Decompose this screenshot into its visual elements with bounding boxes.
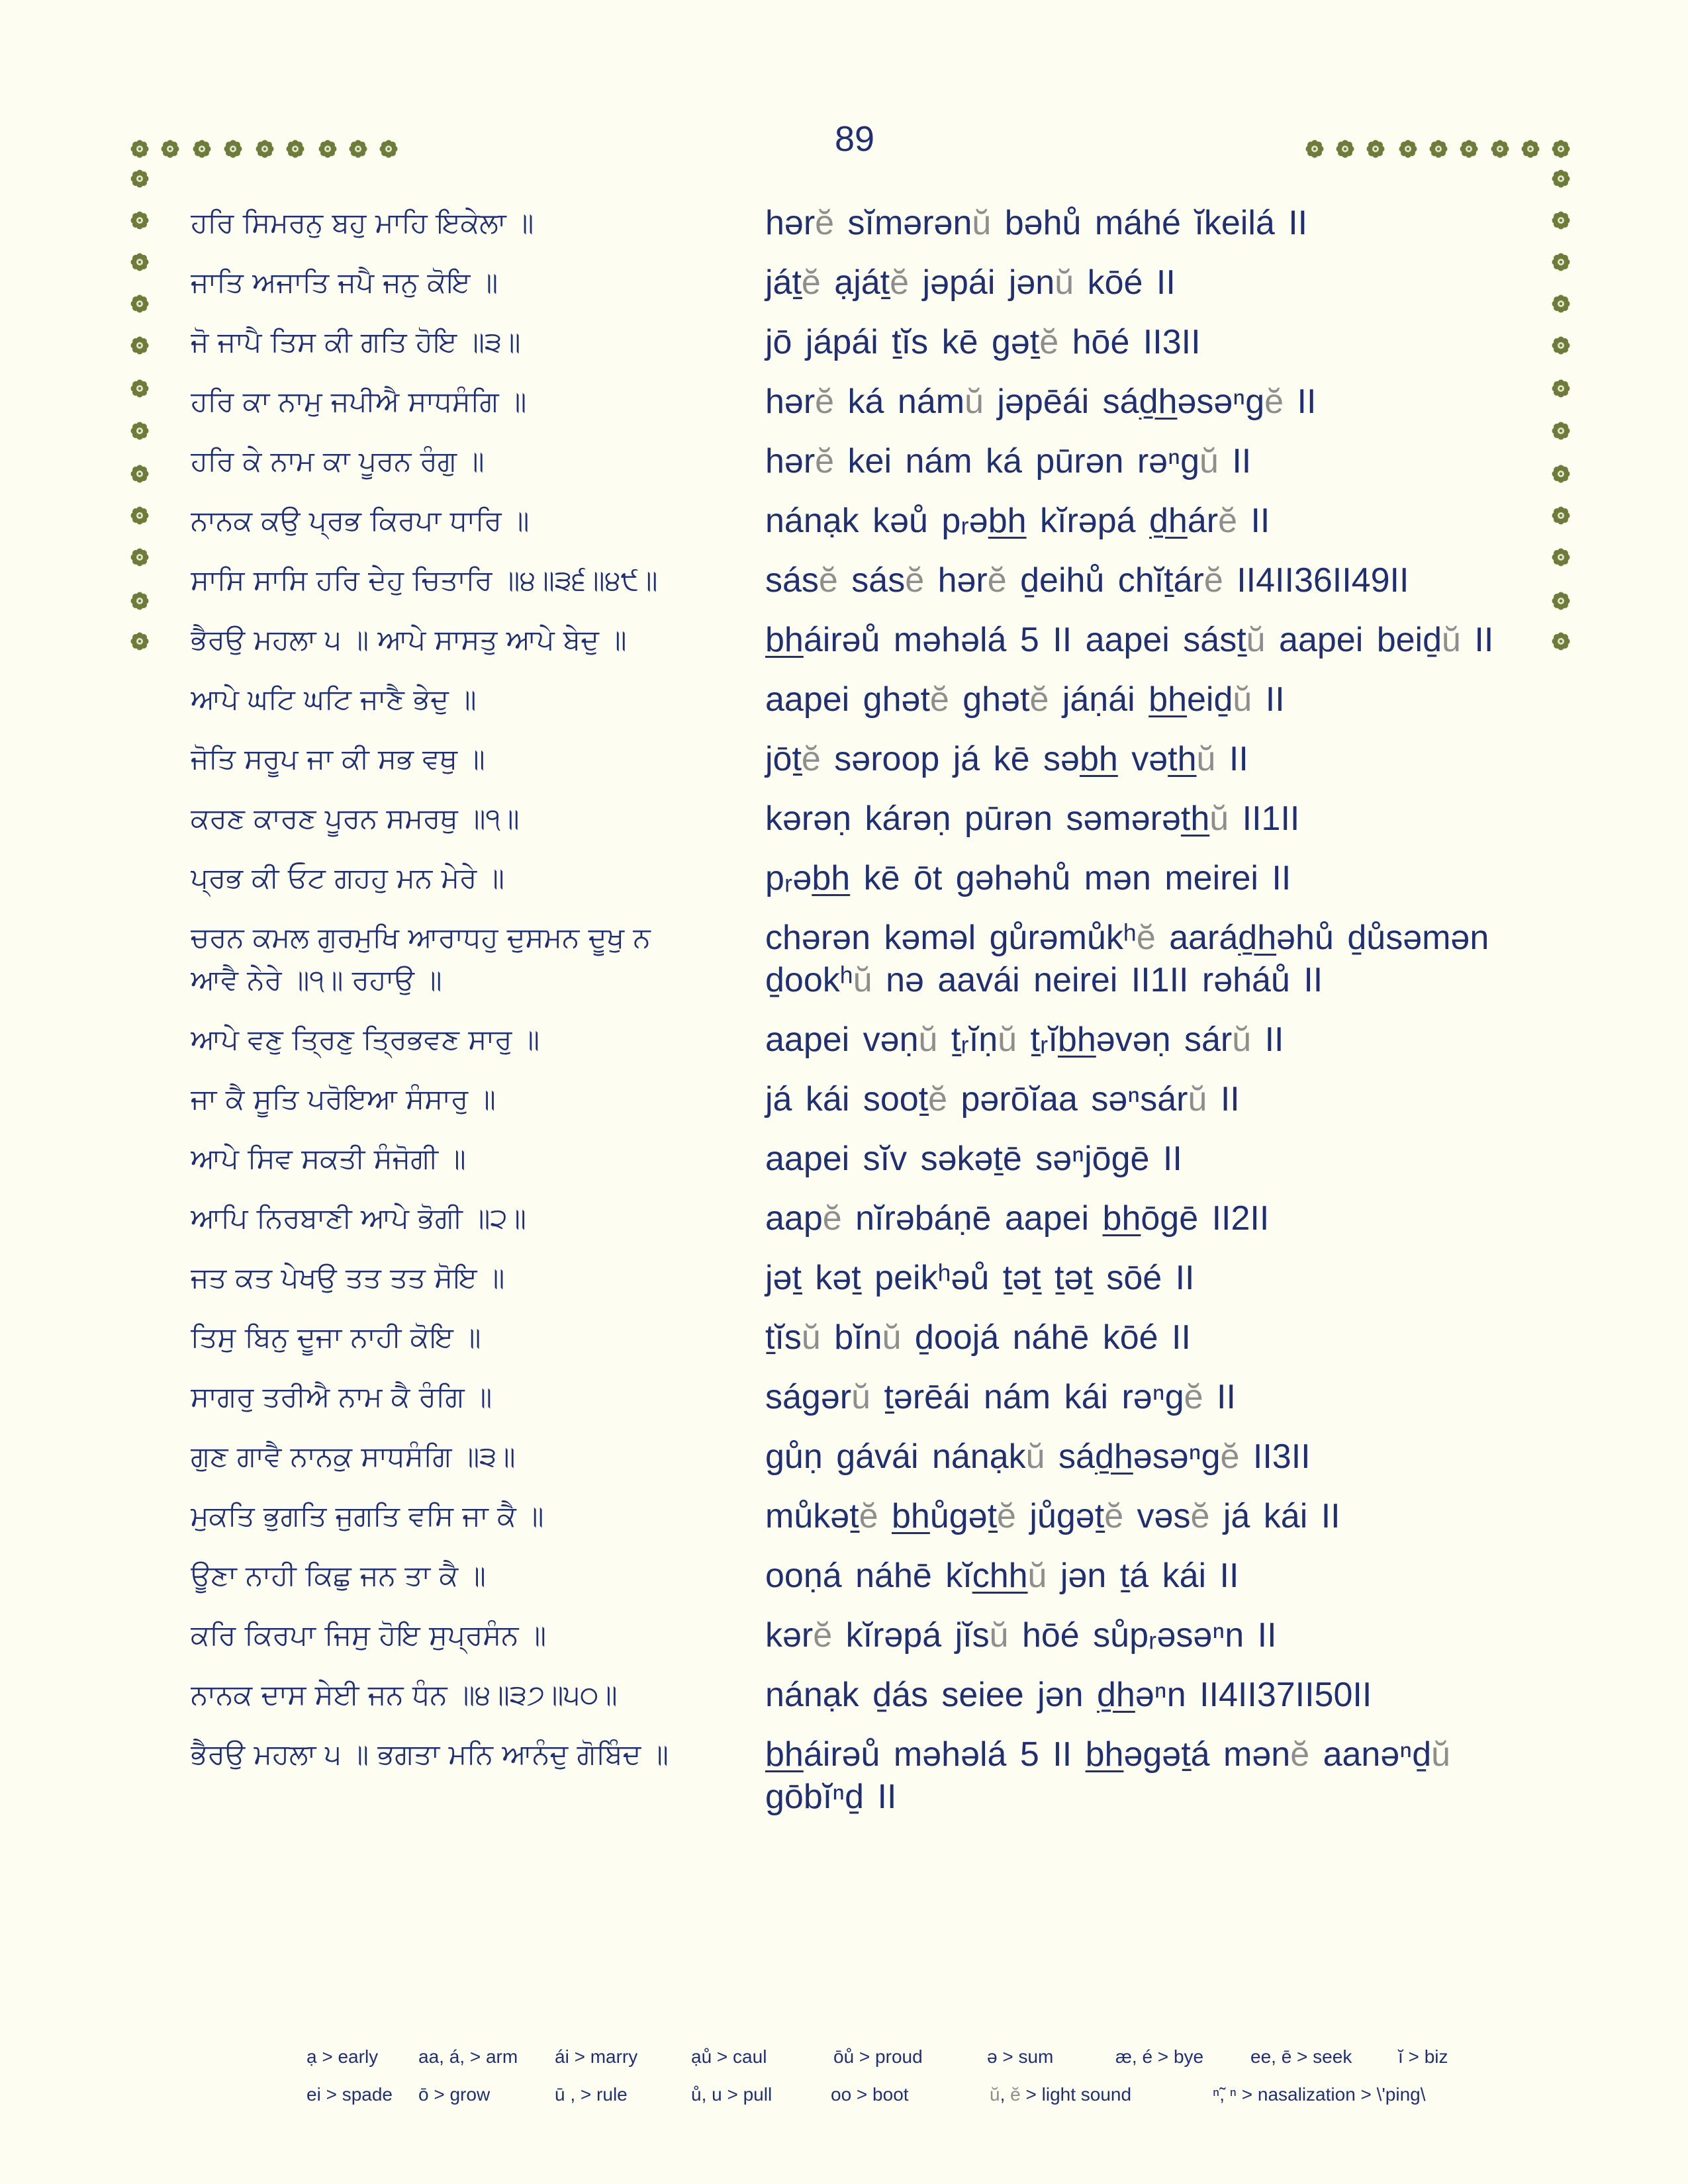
- transliteration-row: jōṯĕ səroop já kē səbh vəthŭ II: [765, 740, 1248, 778]
- verse-list: [0, 193, 1688, 1827]
- light-sound-mark: ĕ: [815, 442, 835, 480]
- transliteration-row: aapei sĭv səkəṯē səⁿjōgē II: [765, 1140, 1182, 1178]
- legend-item: ạů > caul: [691, 2046, 767, 2067]
- transliteration-text: [765, 1435, 1546, 1478]
- flower-ornament-icon: [1305, 139, 1325, 159]
- transliteration-row: gōbĭⁿḏ II: [765, 1778, 897, 1816]
- legend-item: ů, u > pull: [691, 2084, 773, 2105]
- light-sound-mark: ĕ: [1264, 383, 1284, 421]
- light-sound-mark: ŭ: [1431, 1735, 1451, 1774]
- transliteration-text: [765, 619, 1546, 661]
- light-sound-mark: ĕ: [815, 204, 835, 242]
- aspirate-mark: ḏh: [1094, 1437, 1133, 1476]
- transliteration-text: [765, 1376, 1546, 1418]
- transliteration-row: gůṇ gávái nánạkŭ sáḏhəsəⁿgĕ II3II: [765, 1437, 1311, 1476]
- light-sound-mark: ŭ: [1209, 799, 1229, 838]
- aspirate-mark: ḏh: [1238, 919, 1277, 957]
- gurmukhi-text: [191, 1376, 747, 1418]
- light-sound-mark: ĕ: [1203, 561, 1223, 600]
- light-sound-mark: ĕ: [1029, 680, 1049, 719]
- aspirate-mark: th: [1168, 740, 1197, 778]
- gurmukhi-row: ਤਿਸੁ ਬਿਨੁ ਦੂਜਾ ਨਾਹੀ ਕੋਇ ॥: [191, 1321, 481, 1353]
- light-sound-mark: ŭ: [998, 1021, 1017, 1059]
- legend-item: ei > spade: [306, 2084, 393, 2105]
- flower-ornament-icon: [1398, 139, 1418, 159]
- light-sound-mark: ŭ: [1025, 1437, 1045, 1476]
- transliteration-row: bháirəů məhəlá 5 II aapei sásṯŭ aapei beiḏŭ II: [765, 621, 1494, 659]
- gurmukhi-row: ਊਣਾ ਨਾਹੀ ਕਿਛੁ ਜਨ ਤਾ ਕੈ ॥: [191, 1559, 486, 1592]
- transliteration-row: já kái sooṯĕ pərōĭaa səⁿsárŭ II: [765, 1080, 1240, 1118]
- transliteration-row: sásĕ sásĕ hərĕ ḏeihů chĭṯárĕ II4II36II49II: [765, 561, 1409, 600]
- flower-ornament-icon: [1551, 139, 1571, 159]
- flower-ornament-icon: [318, 139, 338, 159]
- flower-ornament-icon: [223, 139, 243, 159]
- verse-line: [0, 1725, 1688, 1827]
- verse-line: [0, 1665, 1688, 1725]
- light-sound-mark: ŭ: [1442, 621, 1461, 659]
- light-sound-mark: ŭ: [853, 961, 872, 999]
- verse-line: [0, 1367, 1688, 1427]
- verse-line: [0, 789, 1688, 848]
- verse-line: [0, 1308, 1688, 1367]
- gurmukhi-row: ਆਪੇ ਵਣੁ ਤ੍ਰਿਣੁ ਤ੍ਰਿਭਵਣ ਸਾਰੁ ॥: [191, 1023, 540, 1056]
- transliteration-text: [765, 261, 1546, 304]
- light-sound-mark: ŭ: [882, 1318, 902, 1357]
- transliteration-text: [765, 202, 1546, 244]
- transliteration-row: ságərŭ ṯərēái nám kái rəⁿgĕ II: [765, 1378, 1236, 1416]
- legend-item: æ, é > bye: [1115, 2046, 1204, 2067]
- gurmukhi-text: [191, 619, 747, 661]
- legend-item: ạ > early: [306, 2046, 379, 2067]
- gurmukhi-row: ਆਪੇ ਸਿਵ ਸਕਤੀ ਸੰਜੋਗੀ ॥: [191, 1142, 466, 1175]
- gurmukhi-row: ਆਪਿ ਨਿਰਬਾਣੀ ਆਪੇ ਭੋਗੀ ॥੨॥: [191, 1202, 526, 1234]
- legend-item: ŭ, ĕ > light sound: [990, 2084, 1132, 2105]
- aspirate-mark: bh: [891, 1497, 930, 1535]
- light-sound-mark: ĕ: [1218, 502, 1238, 540]
- transliteration-row: jō jápái ṯĭs kē gəṯĕ hōé II3II: [765, 323, 1201, 361]
- gurmukhi-text: [191, 500, 747, 542]
- transliteration-row: hərĕ ká námŭ jəpēái sáḏhəsəⁿgĕ II: [765, 383, 1317, 421]
- gurmukhi-row: ਭੈਰਉ ਮਹਲਾ ੫ ॥ ਭਗਤਾ ਮਨਿ ਆਨੰਦੁ ਗੋਬਿੰਦ ॥: [191, 1738, 669, 1770]
- gurmukhi-text: [191, 797, 747, 840]
- gurmukhi-row: ਹਰਿ ਕੇ ਨਾਮ ਕਾ ਪੂਰਨ ਰੰਗੁ ॥: [191, 445, 485, 477]
- gurmukhi-row: ਹਰਿ ਕਾ ਨਾਮੁ ਜਪੀਐ ਸਾਧਸੰਗਿ ॥: [191, 385, 527, 418]
- verse-line: [0, 1546, 1688, 1606]
- light-sound-mark: ĕ: [1136, 919, 1156, 957]
- aspirate-mark: th: [1180, 799, 1210, 838]
- transliteration-text: [765, 738, 1546, 780]
- legend-item: ə > sum: [987, 2046, 1054, 2067]
- flower-ornament-icon: [1429, 139, 1448, 159]
- transliteration-row: ḏookʰŭ nə aavái neirei II1II rəháů II: [765, 961, 1323, 999]
- verse-line: [0, 1189, 1688, 1248]
- aspirate-mark: bh: [1057, 1021, 1096, 1059]
- transliteration-text: [765, 1138, 1546, 1180]
- gurmukhi-text: [191, 1733, 747, 1776]
- transliteration-row: chərən kəməl gůrəmůkʰĕ aaráḏhəhů ḏůsəmən: [765, 919, 1489, 957]
- transliteration-row: aapei vəṇŭ ṯᵣĭṇŭ ṯᵣĭbhəvəṇ sárŭ II: [765, 1021, 1284, 1059]
- aspirate-mark: bh: [765, 1735, 804, 1774]
- gurmukhi-row: ਹਰਿ ਸਿਮਰਨੁ ਬਹੁ ਮਾਹਿ ਇਕੇਲਾ ॥: [191, 206, 534, 239]
- aspirate-mark: chh: [972, 1557, 1028, 1595]
- gurmukhi-row: ਆਵੈ ਨੇਰੇ ॥੧॥ ਰਹਾਉ ॥: [191, 964, 442, 996]
- light-sound-mark: ŭ: [851, 1378, 870, 1416]
- gurmukhi-row: ਆਪੇ ਘਟਿ ਘਟਿ ਜਾਣੈ ਭੇਦੁ ॥: [191, 683, 477, 715]
- light-sound-mark: ŭ: [964, 383, 984, 421]
- verse-line: [0, 1427, 1688, 1486]
- verse-line: [0, 670, 1688, 729]
- transliteration-row: ṯĭsŭ bĭnŭ ḏoojá náhē kōé II: [765, 1318, 1191, 1357]
- legend-item: aa, á, > arm: [418, 2046, 518, 2067]
- transliteration-row: bháirəů məhəlá 5 II bhəgəṯá mənĕ aanəⁿḏŭ: [765, 1735, 1451, 1774]
- gurmukhi-text: [191, 917, 747, 1001]
- verse-line: [0, 1010, 1688, 1069]
- legend-item: ⁿ̃, ⁿ > nasalization > \'ping\: [1213, 2084, 1426, 2105]
- light-sound-mark: ĕ: [813, 1616, 833, 1655]
- legend-item: ái > marry: [555, 2046, 638, 2067]
- flower-ornament-icon: [160, 139, 180, 159]
- flower-ornament-icon: [130, 169, 150, 189]
- flower-ornament-icon: [1335, 139, 1355, 159]
- light-sound-mark: ŭ: [1196, 740, 1216, 778]
- flower-ornament-icon: [379, 139, 399, 159]
- verse-line: [0, 193, 1688, 253]
- gurmukhi-row: ਜੋ ਜਾਪੈ ਤਿਸ ਕੀ ਗਤਿ ਹੋਇ ॥੩॥: [191, 326, 521, 358]
- transliteration-text: [765, 917, 1546, 1001]
- gurmukhi-text: [191, 202, 747, 244]
- aspirate-mark: ḏh: [1139, 383, 1178, 421]
- page-number: 89: [834, 119, 875, 159]
- light-sound-mark: ĕ: [1104, 1497, 1124, 1535]
- light-sound-mark: ŭ: [1027, 1557, 1047, 1595]
- gurmukhi-row: ਪ੍ਰਭ ਕੀ ਓਟ ਗਹਹੁ ਮਨ ਮੇਰੇ ॥: [191, 862, 504, 894]
- light-sound-mark: ŭ: [918, 1021, 938, 1059]
- light-sound-mark: ĕ: [905, 561, 925, 600]
- verse-line: [0, 253, 1688, 312]
- gurmukhi-row: ਗੁਣ ਗਾਵੈ ਨਾਨਕੁ ਸਾਧਸੰਗਿ ॥੩॥: [191, 1440, 516, 1473]
- verse-line: [0, 1486, 1688, 1546]
- gurmukhi-row: ਨਾਨਕ ਕਉ ਪ੍ਰਭ ਕਿਰਪਾ ਧਾਰਿ ॥: [191, 504, 530, 537]
- light-sound-mark: ĕ: [859, 1497, 878, 1535]
- light-sound-mark: ĕ: [822, 1199, 842, 1238]
- flower-ornament-icon: [130, 139, 150, 159]
- verse-line: [0, 1248, 1688, 1308]
- gurmukhi-text: [191, 738, 747, 780]
- transliteration-text: [765, 500, 1546, 542]
- transliteration-row: hərĕ kei nám ká pūrən rəⁿgŭ II: [765, 442, 1252, 480]
- gurmukhi-row: ਕਰਣ ਕਾਰਣ ਪੂਰਨ ਸਮਰਥੁ ॥੧॥: [191, 802, 520, 835]
- light-sound-mark: ŭ: [1055, 263, 1074, 302]
- gurmukhi-text: [191, 381, 747, 423]
- verse-line: [0, 1606, 1688, 1665]
- gurmukhi-row: ਮੁਕਤਿ ਭੁਗਤਿ ਜੁਗਤਿ ਵਸਿ ਜਾ ਕੈ ॥: [191, 1500, 544, 1532]
- flower-ornament-icon: [1521, 139, 1540, 159]
- transliteration-text: [765, 1197, 1546, 1240]
- gurmukhi-row: ਨਾਨਕ ਦਾਸ ਸੇਈ ਜਨ ਧੰਨ ॥੪॥੩੭॥੫੦॥: [191, 1678, 618, 1711]
- transliteration-row: nánạk ḏás seiee jən ḏhəⁿn II4II37II50II: [765, 1676, 1372, 1714]
- transliteration-row: kərĕ kĭrəpá jĭsŭ hōé sůpᵣəsəⁿn II: [765, 1616, 1277, 1655]
- aspirate-mark: bh: [988, 502, 1027, 540]
- light-sound-mark: ĕ: [818, 561, 838, 600]
- gurmukhi-text: [191, 1257, 747, 1299]
- light-sound-mark: ĕ: [987, 561, 1007, 600]
- transliteration-text: [765, 1019, 1546, 1061]
- gurmukhi-row: ਚਰਨ ਕਮਲ ਗੁਰਮੁਖਿ ਆਰਾਧਹੁ ਦੁਸਮਨ ਦੂਖੁ ਨ: [191, 921, 651, 954]
- gurmukhi-text: [191, 1316, 747, 1359]
- verse-line: [0, 372, 1688, 432]
- gurmukhi-text: [191, 1614, 747, 1657]
- legend-item: oo > boot: [831, 2084, 909, 2105]
- legend-item: ee, ē > seek: [1250, 2046, 1352, 2067]
- transliteration-text: [765, 559, 1546, 602]
- gurmukhi-text: [191, 857, 747, 899]
- aspirate-mark: bh: [765, 621, 804, 659]
- light-sound-mark: ĕ: [1184, 1378, 1203, 1416]
- transliteration-text: [765, 678, 1546, 721]
- legend-item: ō > grow: [418, 2084, 491, 2105]
- verse-line: [0, 491, 1688, 551]
- legend-item: ĭ > biz: [1398, 2046, 1448, 2067]
- gurmukhi-row: ਜੋਤਿ ਸਰੂਪ ਜਾ ਕੀ ਸਭ ਵਥੁ ॥: [191, 743, 485, 775]
- light-sound-mark: ŭ: [972, 204, 992, 242]
- legend-item: ōů > proud: [833, 2046, 923, 2067]
- light-sound-mark: ĕ: [815, 383, 835, 421]
- verse-line: [0, 908, 1688, 1010]
- gurmukhi-text: [191, 678, 747, 721]
- light-sound-mark: ŭ: [990, 2084, 1000, 2105]
- aspirate-mark: bh: [1102, 1199, 1141, 1238]
- gurmukhi-row: ਭੈਰਉ ਮਹਲਾ ੫ ॥ ਆਪੇ ਸਾਸਤੁ ਆਪੇ ਬੇਦੁ ॥: [191, 623, 627, 656]
- transliteration-text: [765, 1316, 1546, 1359]
- gurmukhi-text: [191, 1078, 747, 1120]
- light-sound-mark: ĕ: [801, 740, 821, 778]
- verse-line: [0, 729, 1688, 789]
- transliteration-row: nánạk kəů pᵣəbh kĭrəpá ḏhárĕ II: [765, 502, 1270, 540]
- gurmukhi-text: [191, 1019, 747, 1061]
- transliteration-text: [765, 797, 1546, 840]
- gurmukhi-row: ਕਰਿ ਕਿਰਪਾ ਜਿਸੁ ਹੋਇ ਸੁਪ੍ਰਸੰਨ ॥: [191, 1619, 547, 1651]
- transliteration-text: [765, 857, 1546, 899]
- light-sound-mark: ĕ: [929, 680, 949, 719]
- flower-ornament-icon: [1551, 169, 1571, 189]
- aspirate-mark: ḏh: [1097, 1676, 1135, 1714]
- light-sound-mark: ŭ: [989, 1616, 1009, 1655]
- transliteration-text: [765, 1495, 1546, 1537]
- transliteration-text: [765, 1078, 1546, 1120]
- light-sound-mark: ĕ: [997, 1497, 1016, 1535]
- gurmukhi-text: [191, 1555, 747, 1597]
- transliteration-row: aapei ghətĕ ghətĕ jáṇái bheiḏŭ II: [765, 680, 1285, 719]
- transliteration-row: aapĕ nĭrəbáṇē aapei bhōgē II2II: [765, 1199, 1270, 1238]
- gurmukhi-row: ਸਾਸਿ ਸਾਸਿ ਹਰਿ ਦੇਹੁ ਚਿਤਾਰਿ ॥੪॥੩੬॥੪੯॥: [191, 564, 658, 596]
- transliteration-row: jəṯ kəṯ peikʰəů ṯəṯ ṯəṯ sōé II: [765, 1259, 1195, 1297]
- gurmukhi-row: ਸਾਗਰੁ ਤਰੀਐ ਨਾਮ ਕੈ ਰੰਗਿ ॥: [191, 1381, 492, 1413]
- light-sound-mark: ĕ: [1010, 2084, 1021, 2105]
- flower-ornament-icon: [192, 139, 212, 159]
- light-sound-mark: ĕ: [1220, 1437, 1240, 1476]
- light-sound-mark: ŭ: [1188, 1080, 1207, 1118]
- light-sound-mark: ŭ: [1199, 442, 1219, 480]
- light-sound-mark: ĕ: [1039, 323, 1059, 361]
- aspirate-mark: bh: [1085, 1735, 1124, 1774]
- transliteration-row: pᵣəbh kē ōt gəhəhů mən meirei II: [765, 859, 1291, 897]
- gurmukhi-text: [191, 559, 747, 602]
- flower-ornament-icon: [1459, 139, 1479, 159]
- transliteration-row: můkəṯĕ bhůgəṯĕ jůgəṯĕ vəsĕ já kái II: [765, 1497, 1340, 1535]
- verse-line: [0, 551, 1688, 610]
- gurmukhi-row: ਜਤ ਕਤ ਪੇਖਉ ਤਤ ਤਤ ਸੋਇ ॥: [191, 1261, 505, 1294]
- gurmukhi-row: ਜਾਤਿ ਅਜਾਤਿ ਜਪੈ ਜਨੁ ਕੋਇ ॥: [191, 266, 498, 298]
- verse-line: [0, 1129, 1688, 1189]
- light-sound-mark: ĕ: [1190, 1497, 1210, 1535]
- light-sound-mark: ŭ: [1233, 680, 1252, 719]
- transliteration-text: [765, 1674, 1546, 1716]
- gurmukhi-text: [191, 1197, 747, 1240]
- verse-line: [0, 432, 1688, 491]
- aspirate-mark: bh: [1079, 740, 1118, 778]
- transliteration-text: [765, 1257, 1546, 1299]
- light-sound-mark: ĕ: [1290, 1735, 1310, 1774]
- light-sound-mark: ĕ: [890, 263, 910, 302]
- light-sound-mark: ŭ: [1246, 621, 1266, 659]
- transliteration-text: [765, 1614, 1546, 1657]
- light-sound-mark: ŭ: [801, 1318, 821, 1357]
- light-sound-mark: ŭ: [1232, 1021, 1252, 1059]
- transliteration-text: [765, 1733, 1546, 1818]
- flower-ornament-icon: [285, 139, 305, 159]
- gurmukhi-text: [191, 1495, 747, 1537]
- aspirate-mark: bh: [812, 859, 851, 897]
- aspirate-mark: ḏh: [1149, 502, 1188, 540]
- light-sound-mark: ĕ: [928, 1080, 948, 1118]
- verse-line: [0, 312, 1688, 372]
- gurmukhi-text: [191, 1435, 747, 1478]
- gurmukhi-text: [191, 261, 747, 304]
- flower-ornament-icon: [1366, 139, 1385, 159]
- verse-line: [0, 848, 1688, 908]
- gurmukhi-text: [191, 1138, 747, 1180]
- gurmukhi-text: [191, 321, 747, 363]
- transliteration-text: [765, 1555, 1546, 1597]
- transliteration-row: ooṇá náhē kĭchhŭ jən ṯá kái II: [765, 1557, 1239, 1595]
- transliteration-row: hərĕ sĭmərənŭ bəhů máhé ĭkeilá II: [765, 204, 1308, 242]
- aspirate-mark: bh: [1149, 680, 1187, 719]
- gurmukhi-row: ਜਾ ਕੈ ਸੂਤਿ ਪਰੋਇਆ ਸੰਸਾਰੁ ॥: [191, 1083, 496, 1115]
- verse-line: [0, 610, 1688, 670]
- transliteration-text: [765, 381, 1546, 423]
- gurmukhi-text: [191, 440, 747, 482]
- transliteration-row: jáṯĕ ạjáṯĕ jəpái jənŭ kōé II: [765, 263, 1176, 302]
- transliteration-row: kərəṇ kárəṇ pūrən səmərəthŭ II1II: [765, 799, 1300, 838]
- verse-line: [0, 1069, 1688, 1129]
- light-sound-mark: ĕ: [801, 263, 821, 302]
- legend-item: ū , > rule: [555, 2084, 628, 2105]
- flower-ornament-icon: [1490, 139, 1510, 159]
- flower-ornament-icon: [348, 139, 368, 159]
- gurmukhi-text: [191, 1674, 747, 1716]
- transliteration-text: [765, 440, 1546, 482]
- flower-ornament-icon: [255, 139, 275, 159]
- transliteration-text: [765, 321, 1546, 363]
